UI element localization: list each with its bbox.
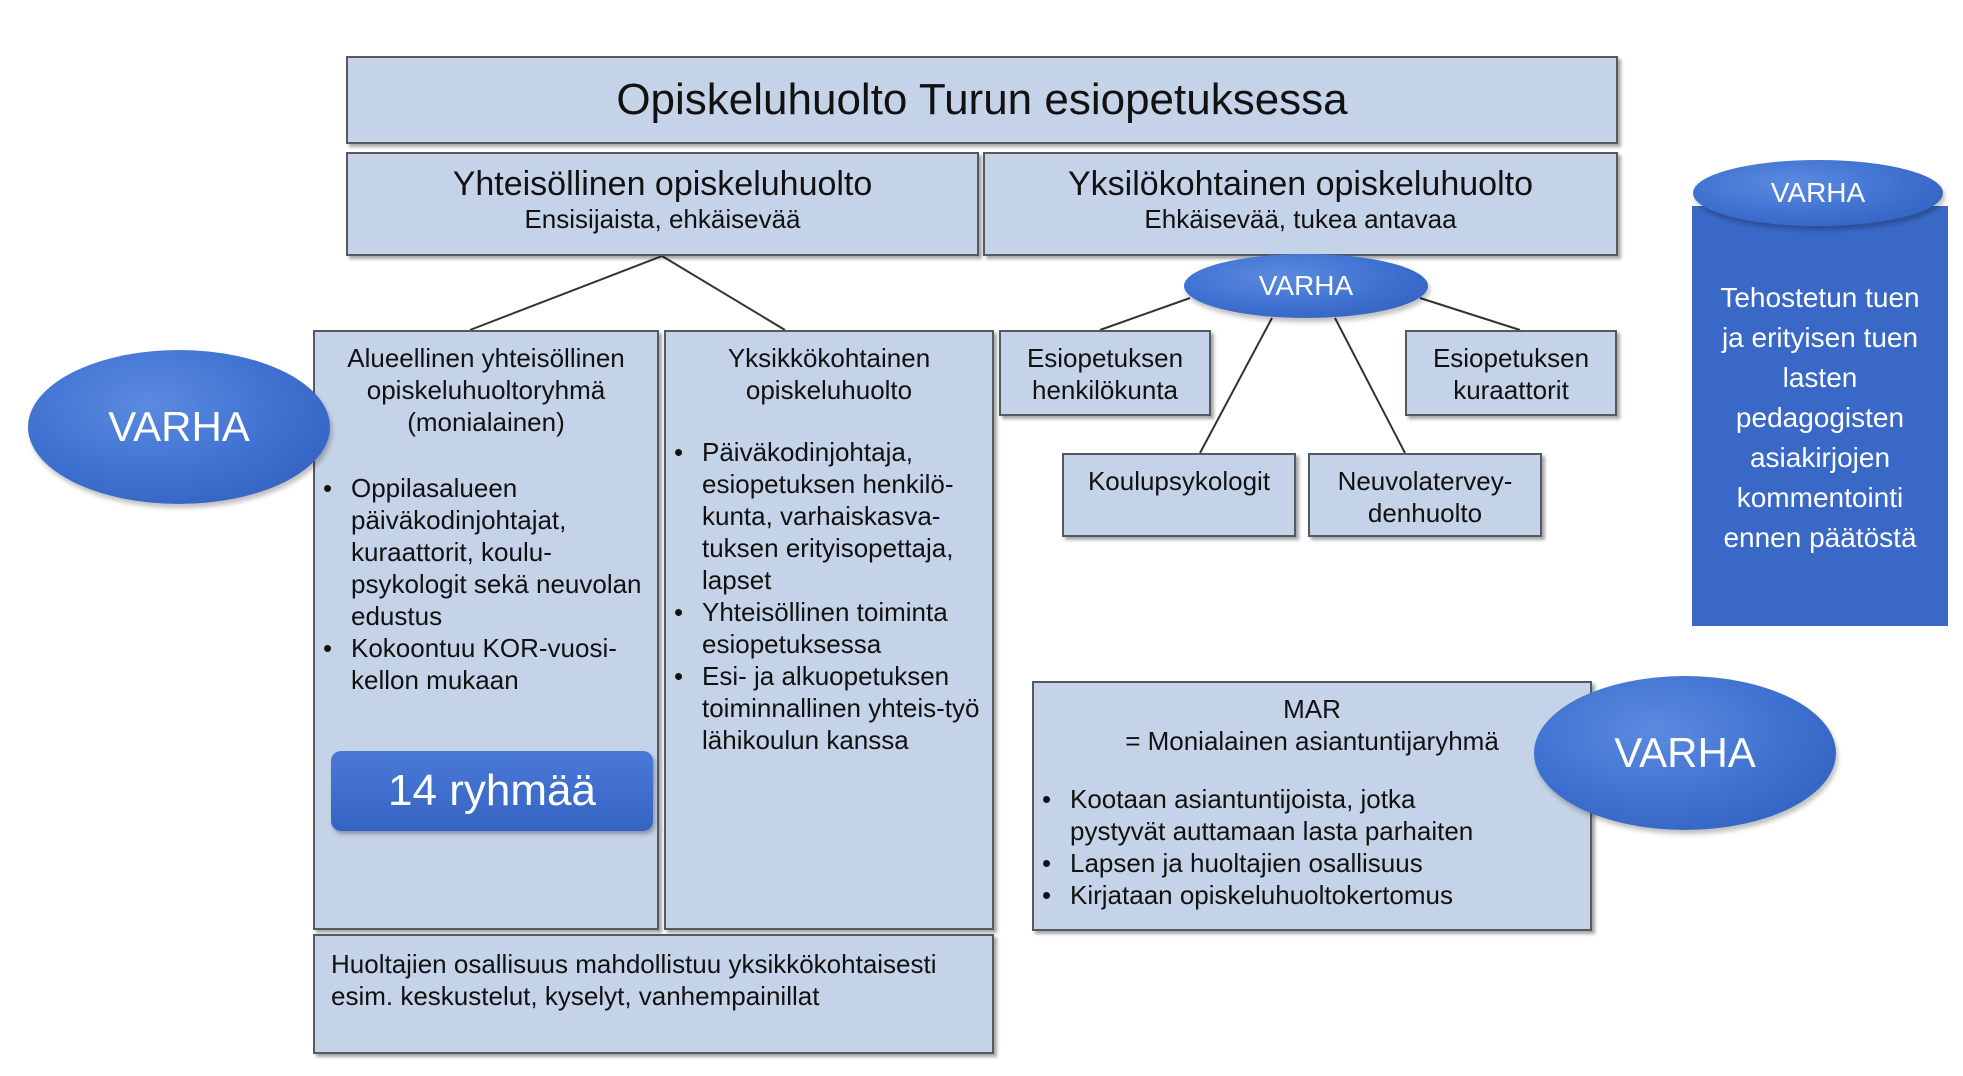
page-title-text: Opiskeluhuolto Turun esiopetuksessa xyxy=(616,75,1348,124)
connector-community-unit xyxy=(662,256,785,330)
list-item: • Kootaan asiantuntijoista, jotka pystyvät auttamaan lasta parhaiten xyxy=(1070,783,1500,847)
individual-care-box xyxy=(983,152,1618,256)
list-item: • Päiväkodinjohtaja, esiopetuksen henkilö-kunta, varhaiskasva-tuksen erityisopettaja, lapset xyxy=(702,436,982,596)
list-item: • Oppilasalueen päiväkodinjohtajat, kuraattorit, koulu-psykologit sekä neuvolan edustus xyxy=(351,472,647,632)
mar-box xyxy=(1032,681,1592,931)
regional-group-box xyxy=(313,330,659,930)
list-item: • Kirjataan opiskeluhuoltokertomus xyxy=(1070,879,1500,911)
mar-title: MAR xyxy=(1283,694,1341,724)
individual-heading: Yksilökohtainen opiskeluhuolto xyxy=(1068,165,1533,203)
side-panel xyxy=(1692,206,1948,626)
individual-subheading: Ehkäisevää, tukea antavaa xyxy=(1144,204,1457,234)
staff-psychologists-box xyxy=(1062,453,1296,537)
staff-personnel-text: Esiopetuksen henkilökunta xyxy=(1026,343,1184,405)
unit-bullets xyxy=(666,436,992,756)
guardians-box xyxy=(313,934,994,1054)
varha-left-ellipse xyxy=(28,350,330,504)
staff-health-box xyxy=(1308,453,1542,537)
mar-bullets xyxy=(1034,783,1590,911)
varha-right-ellipse xyxy=(1693,160,1943,226)
groups-count-text: 14 ryhmää xyxy=(388,766,596,815)
varha-center-ellipse xyxy=(1184,254,1428,318)
community-care-box xyxy=(346,152,979,256)
connector-varha-curators xyxy=(1420,298,1520,330)
connector-varha-health xyxy=(1335,318,1405,453)
groups-count-badge xyxy=(331,751,653,831)
regional-bullets xyxy=(315,472,657,696)
connector-varha-personnel xyxy=(1100,298,1190,330)
unit-care-box xyxy=(664,330,994,930)
varha-mar-label: VARHA xyxy=(1614,729,1756,776)
staff-health-text: Neuvolatervey-denhuolto xyxy=(1337,466,1513,528)
side-panel-text: Tehostetun tuen ja erityisen tuen lasten pedagogisten asiakirjojen kommentointi ennen päätöstä xyxy=(1720,282,1920,553)
staff-psychologists-text: Koulupsykologit xyxy=(1087,466,1271,496)
list-item: • Yhteisöllinen toiminta esiopetuksessa xyxy=(702,596,982,660)
list-item: • Lapsen ja huoltajien osallisuus xyxy=(1070,847,1500,879)
page-title xyxy=(346,56,1618,144)
varha-center-label: VARHA xyxy=(1258,270,1354,301)
varha-left-label: VARHA xyxy=(108,403,250,450)
list-item: • Esi- ja alkuopetuksen toiminnallinen yhteis-työ lähikoulun kanssa xyxy=(702,660,982,756)
varha-right-label: VARHA xyxy=(1770,177,1866,208)
community-heading: Yhteisöllinen opiskeluhuolto xyxy=(452,165,873,203)
guardians-text: Huoltajien osallisuus mahdollistuu yksikkökohtaisesti esim. keskustelut, kyselyt, vanhempainillat xyxy=(331,949,937,1011)
staff-curators-text: Esiopetuksen kuraattorit xyxy=(1432,343,1590,405)
varha-mar-ellipse xyxy=(1534,676,1836,830)
list-item: • Kokoontuu KOR-vuosi-kellon mukaan xyxy=(351,632,647,696)
regional-heading: Alueellinen yhteisöllinen opiskeluhuoltoryhmä (monialainen) xyxy=(347,343,625,437)
unit-heading: Yksikkökohtainen opiskeluhuolto xyxy=(727,343,931,405)
mar-subtitle: = Monialainen asiantuntijaryhmä xyxy=(1125,726,1499,756)
staff-curators-box xyxy=(1405,330,1617,416)
community-subheading: Ensisijaista, ehkäisevää xyxy=(524,204,801,234)
connector-community-regional xyxy=(470,256,662,330)
staff-personnel-box xyxy=(999,330,1211,416)
